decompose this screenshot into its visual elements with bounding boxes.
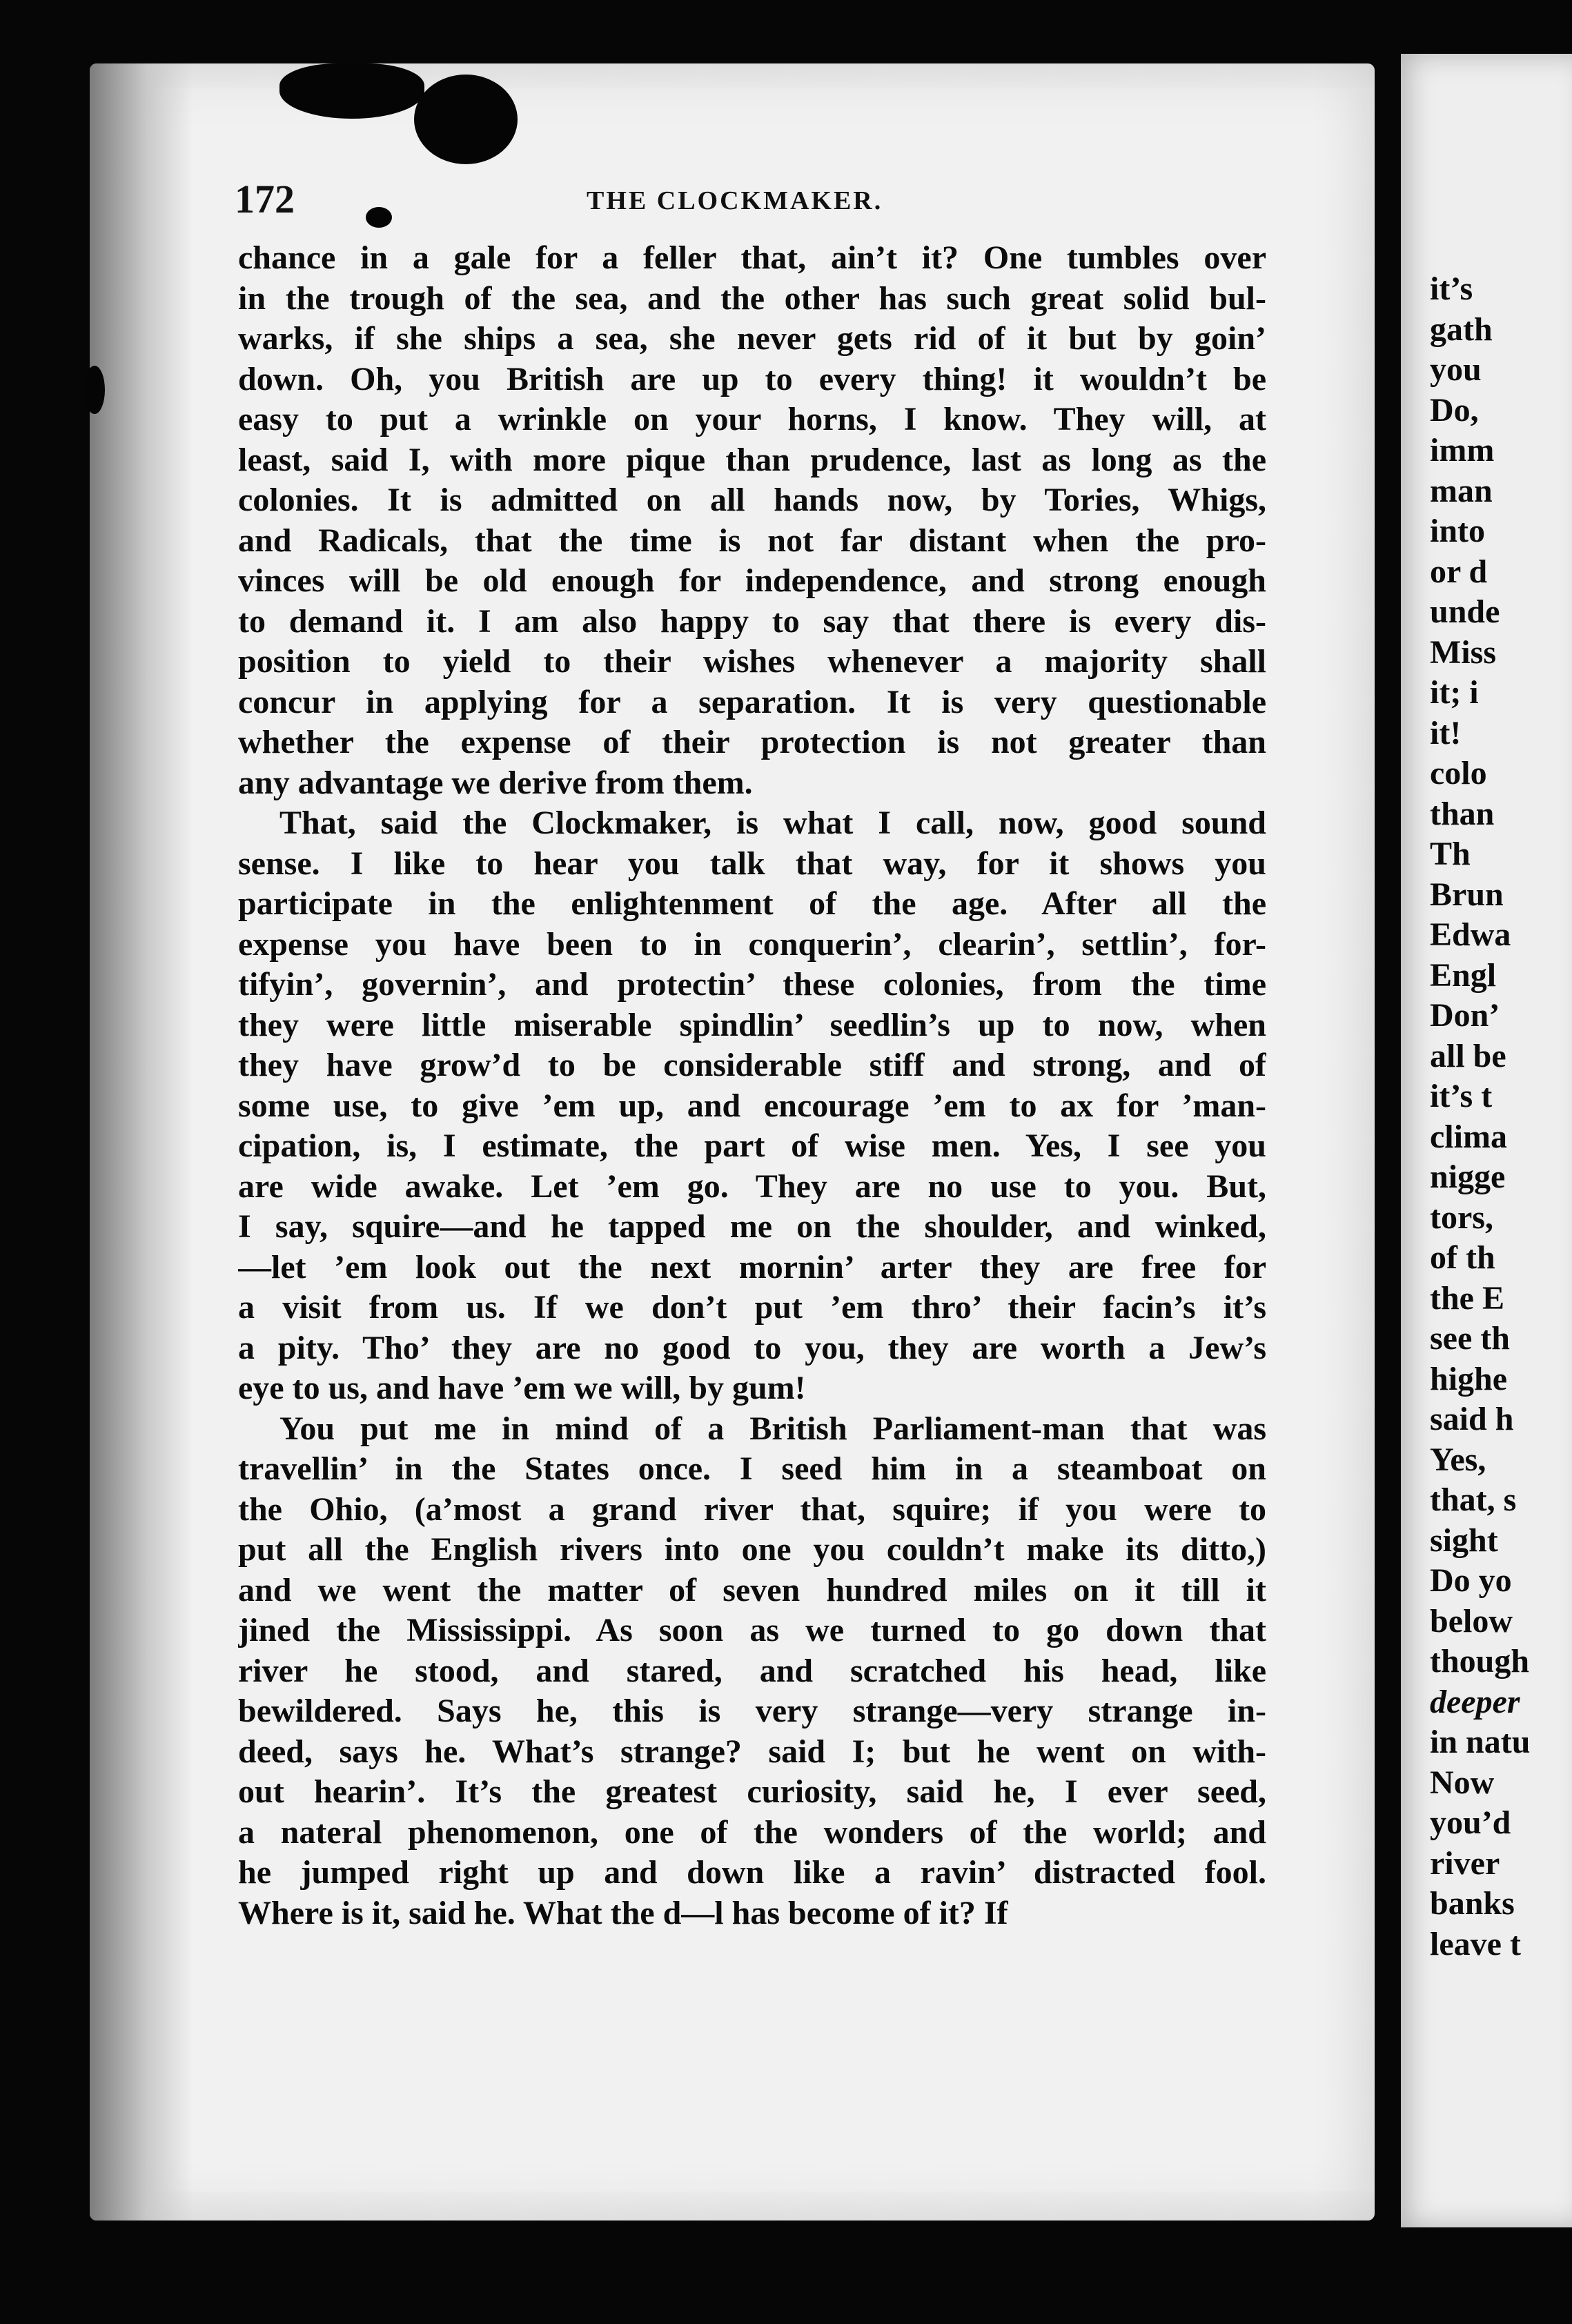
text-line: they were little miserable spindlin’ seedlin’s up to now, when xyxy=(238,1006,1266,1043)
ink-blot xyxy=(279,63,424,119)
text-line: are wide awake. Let ’em go. They are no use to you. But, xyxy=(238,1168,1266,1205)
right-text-line: Miss xyxy=(1430,633,1496,671)
text-line: I say, squire—and he tapped me on the shoulder, and winked, xyxy=(238,1208,1266,1245)
right-text-line: it’s xyxy=(1430,270,1473,307)
right-text-line: Do yo xyxy=(1430,1562,1512,1599)
text-line: put all the English rivers into one you couldn’t make its ditto,) xyxy=(238,1531,1266,1568)
text-line: travellin’ in the States once. I seed him in a steamboat on xyxy=(238,1450,1266,1487)
right-text-line: leave t xyxy=(1430,1925,1521,1962)
text-line: a pity. Tho’ they are no good to you, they are worth a Jew’s xyxy=(238,1329,1266,1366)
right-text-line: than xyxy=(1430,795,1495,832)
text-line: participate in the enlightenment of the age. After all the xyxy=(238,885,1266,922)
text-line: cipation, is, I estimate, the part of wise men. Yes, I see you xyxy=(238,1127,1266,1164)
ink-blot xyxy=(414,75,518,164)
text-line: colonies. It is admitted on all hands now, by Tories, Whigs, xyxy=(238,482,1266,518)
right-text-line: highe xyxy=(1430,1360,1508,1397)
text-line: vinces will be old enough for independence, and strong enough xyxy=(238,562,1266,599)
right-text-line: gath xyxy=(1430,311,1493,348)
text-line: eye to us, and have ’em we will, by gum! xyxy=(238,1370,806,1406)
text-line: the Ohio, (a’most a grand river that, squire; if you were to xyxy=(238,1490,1266,1528)
text-line: and Radicals, that the time is not far distant when the pro- xyxy=(238,522,1266,559)
right-text-line: unde xyxy=(1430,593,1500,630)
right-text-line: you’d xyxy=(1430,1804,1511,1841)
text-line: he jumped right up and down like a ravin’ distracted fool. xyxy=(238,1854,1266,1891)
right-text-line: below xyxy=(1430,1602,1513,1639)
main-text-block xyxy=(238,238,1266,1933)
ink-blot xyxy=(84,366,105,414)
right-text-line: or d xyxy=(1430,553,1488,590)
right-text-line: all be xyxy=(1430,1037,1506,1074)
text-line: sense. I like to hear you talk that way, for it shows you xyxy=(238,845,1266,882)
right-page-text-fragment xyxy=(1430,269,1568,1964)
text-line: expense you have been to in conquerin’, clearin’, settlin’, for- xyxy=(238,925,1266,963)
text-line: to demand it. I am also happy to say that there is every dis- xyxy=(238,602,1266,640)
right-text-line: it; i xyxy=(1430,674,1479,711)
text-line: least, said I, with more pique than prudence, last as long as the xyxy=(238,441,1266,478)
right-text-line: Th xyxy=(1430,836,1471,872)
right-text-line: in natu xyxy=(1430,1724,1531,1760)
right-text-line: Don’ xyxy=(1430,997,1500,1034)
page-header xyxy=(235,176,1277,231)
page-number: 172 xyxy=(235,177,295,221)
page-gutter-shadow xyxy=(90,63,193,2220)
text-line: —let ’em look out the next mornin’ arter they are free for xyxy=(238,1248,1266,1286)
text-line: out hearin’. It’s the greatest curiosity, said he, I ever seed, xyxy=(238,1773,1266,1810)
right-text-line: Yes, xyxy=(1430,1441,1486,1478)
text-line: river he stood, and stared, and scratched his head, like xyxy=(238,1652,1266,1689)
right-text-line: the E xyxy=(1430,1279,1504,1317)
right-text-line: Now xyxy=(1430,1764,1495,1801)
text-line: chance in a gale for a feller that, ain’t it? One tumbles over xyxy=(238,239,1266,276)
right-text-line: of th xyxy=(1430,1239,1495,1276)
text-line: and we went the matter of seven hundred miles on it till it xyxy=(238,1571,1266,1608)
right-text-line: nigge xyxy=(1430,1159,1506,1195)
right-text-line: river xyxy=(1430,1844,1500,1882)
right-text-line: see th xyxy=(1430,1320,1510,1357)
text-line: they have grow’d to be considerable stiff and strong, and of xyxy=(238,1047,1266,1083)
text-line: Where is it, said he. What the d—l has become of it? If xyxy=(238,1894,1008,1931)
right-text-line: it! xyxy=(1430,714,1462,751)
text-line: position to yield to their wishes whenever a majority shall xyxy=(238,643,1266,680)
text-line: a visit from us. If we don’t put ’em thro’ their facin’s it’s xyxy=(238,1289,1266,1326)
text-line: some use, to give ’em up, and encourage ’em to ax for ’man- xyxy=(238,1087,1266,1124)
right-text-line: tors, xyxy=(1430,1199,1493,1236)
text-line: warks, if she ships a sea, she never gets rid of it but by goin’ xyxy=(238,320,1266,357)
running-head: THE CLOCKMAKER. xyxy=(587,186,883,215)
right-text-line: you xyxy=(1430,351,1482,388)
right-text-line: man xyxy=(1430,472,1493,509)
right-text-line: Do, xyxy=(1430,391,1479,429)
text-line: tifyin’, governin’, and protectin’ these colonies, from the time xyxy=(238,966,1266,1003)
text-line: You put me in mind of a British Parliament-man that was xyxy=(279,1410,1266,1447)
right-text-line: Brun xyxy=(1430,876,1504,913)
text-line: down. Oh, you British are up to every thing! it wouldn’t be xyxy=(238,360,1266,397)
text-line: in the trough of the sea, and the other has such great solid bul- xyxy=(238,279,1266,317)
text-line: concur in applying for a separation. It is very questionable xyxy=(238,683,1266,720)
right-text-line: into xyxy=(1430,513,1486,549)
right-text-line: banks xyxy=(1430,1885,1515,1922)
text-line: jined the Mississippi. As soon as we turned to go down that xyxy=(238,1612,1266,1648)
right-text-line: it’s t xyxy=(1430,1078,1493,1114)
text-line: any advantage we derive from them. xyxy=(238,764,753,801)
text-line: easy to put a wrinkle on your horns, I know. They will, at xyxy=(238,401,1266,437)
text-line: a nateral phenomenon, one of the wonders of the world; and xyxy=(238,1813,1266,1851)
right-text-line: that, s xyxy=(1430,1481,1517,1518)
right-text-line: colo xyxy=(1430,755,1487,791)
right-text-line: Engl xyxy=(1430,956,1497,994)
right-text-line: deeper xyxy=(1430,1683,1520,1720)
right-text-line: Edwa xyxy=(1430,916,1511,953)
text-line: That, said the Clockmaker, is what I call, now, good sound xyxy=(279,805,1266,841)
right-text-line: though xyxy=(1430,1643,1530,1680)
text-line: deed, says he. What’s strange? said I; but he went on with- xyxy=(238,1733,1266,1770)
text-line: whether the expense of their protection is not greater than xyxy=(238,724,1266,760)
right-text-line: imm xyxy=(1430,432,1495,469)
right-text-line: clima xyxy=(1430,1118,1507,1155)
right-text-line: said h xyxy=(1430,1401,1514,1437)
right-text-line: sight xyxy=(1430,1522,1498,1559)
text-line: bewildered. Says he, this is very strange—very strange in- xyxy=(238,1693,1266,1729)
